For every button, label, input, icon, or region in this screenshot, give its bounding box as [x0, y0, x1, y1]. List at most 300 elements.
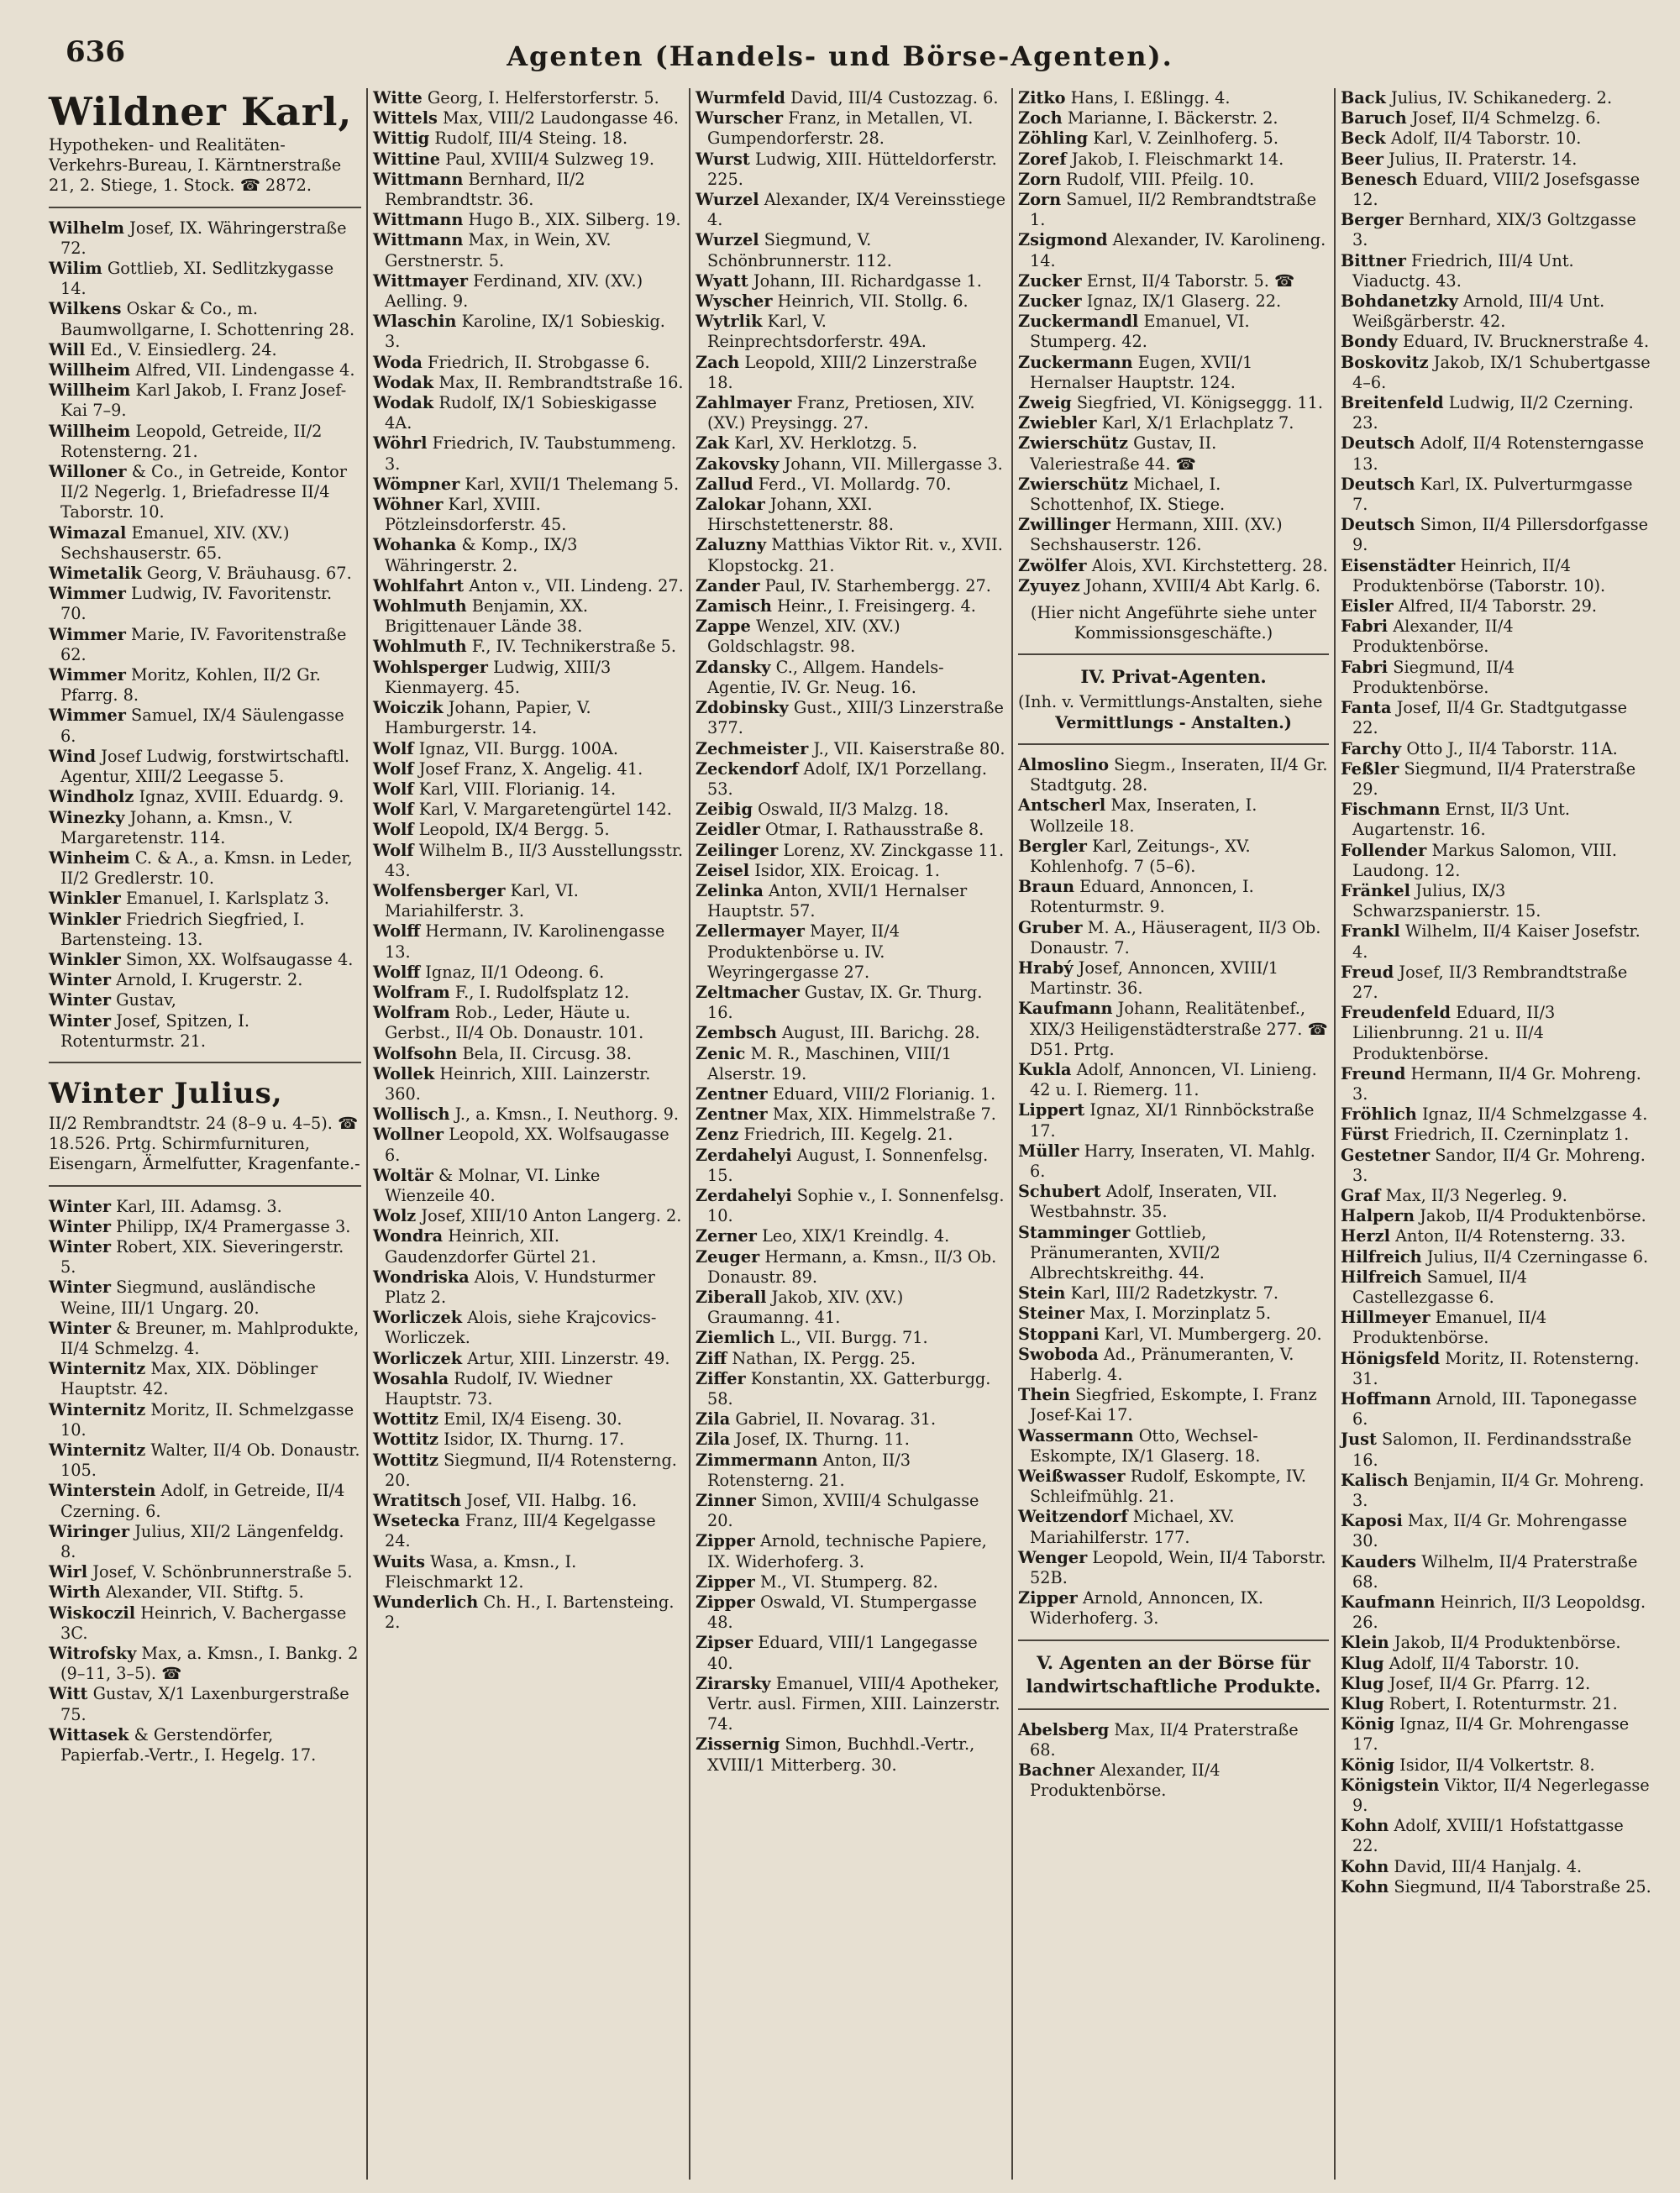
entry-name: Deutsch [1341, 515, 1415, 535]
entry-list [49, 218, 361, 1052]
entry-name: Kohn [1341, 1876, 1389, 1897]
entry-details: Ignaz, II/4 Schmelzgasse 4. [1421, 1104, 1648, 1125]
entry-name: Willheim [49, 380, 131, 401]
entry-name: Zoref [1018, 149, 1067, 169]
entry-details: Otmar, I. Rathausstraße 8. [765, 820, 984, 840]
entry-name: Kaufmann [1018, 999, 1113, 1019]
entry-details: Eduard, II/3 Lilienbrunng. 21 u. II/4 Produktenbörse. [1352, 1003, 1556, 1063]
directory-entry [373, 150, 684, 170]
directory-entry [373, 108, 684, 129]
entry-list [1341, 88, 1651, 1897]
entry-name: Zsigmond [1018, 230, 1108, 250]
directory-entry [373, 820, 684, 840]
entry-name: Zwiebler [1018, 413, 1097, 433]
entry-details: Karl, X/1 Erlachplatz 7. [1101, 413, 1294, 433]
entry-name: Zeuger [696, 1246, 760, 1267]
directory-entry [1341, 1267, 1651, 1308]
directory-entry [49, 564, 361, 584]
entry-details: Siegmund, ausländische Weine, III/1 Ungarg. 20. [60, 1278, 316, 1318]
directory-entry [1341, 1064, 1651, 1104]
entry-details: M., VI. Stumperg. 82. [759, 1571, 938, 1592]
directory-entry [373, 841, 684, 881]
entry-name: Zucker [1018, 291, 1082, 312]
entry-name: Winkler [49, 889, 121, 909]
entry-details: Walter, II/4 Ob. Donaustr. 105. [60, 1440, 360, 1481]
directory-entry [1341, 1511, 1651, 1551]
entry-details: & Gerstendörfer, Papierfab.-Vertr., I. Hegelg. 17. [60, 1724, 317, 1765]
entry-name: Winter [49, 970, 111, 990]
entry-name: Fischmann [1341, 800, 1441, 820]
directory-entry [1018, 999, 1329, 1060]
directory-entry [373, 1226, 684, 1267]
directory-entry [696, 1247, 1006, 1288]
entry-name: Zuckermandl [1018, 312, 1139, 332]
entry-details: Johann, XVIII/4 Abt Karlg. 6. [1084, 575, 1321, 595]
entry-details: Arnold, III/4 Unt. Weißgärberstr. 42. [1352, 291, 1605, 332]
entry-name: Wimmer [49, 624, 126, 644]
entry-details: Josef, II/4 Gr. Pfarrg. 12. [1389, 1673, 1591, 1693]
entry-details: Alexander, IX/4 Vereinsstiege 4. [707, 190, 1006, 230]
entry-details: Philipp, IX/4 Pramergasse 3. [116, 1216, 351, 1236]
entry-details: Leopold, XIII/2 Linzerstraße 18. [707, 352, 978, 392]
entry-name: Fränkel [1341, 880, 1410, 900]
entry-name: Beer [1341, 149, 1383, 169]
directory-entry [696, 271, 1006, 291]
entry-details: Heinrich, XIII. Lainzerstr. 360. [385, 1063, 651, 1104]
directory-entry [49, 462, 361, 523]
entry-details: Hermann, XIII. (XV.) Sechshauserstr. 126. [1030, 515, 1283, 555]
running-head: Agenten (Handels- und Börse-Agenten). [507, 40, 1173, 72]
directory-entry [49, 625, 361, 665]
entry-name: Wind [49, 746, 97, 766]
directory-entry [49, 1644, 361, 1684]
directory-entry [1341, 596, 1651, 616]
directory-entry [696, 108, 1006, 149]
directory-entry [373, 1409, 684, 1430]
entry-details: Johann, III. Richardgasse 1. [753, 270, 982, 291]
entry-details: Benjamin, II/4 Gr. Mohreng. 3. [1352, 1470, 1645, 1511]
entry-name: Wurscher [696, 108, 784, 129]
entry-details: Alois, V. Hundsturmer Platz 2. [385, 1267, 655, 1307]
directory-entry [1341, 251, 1651, 291]
directory-entry [696, 921, 1006, 983]
directory-entry [1341, 698, 1651, 738]
column-3 [689, 88, 1011, 2180]
directory-entry [1018, 1304, 1329, 1324]
entry-name: Wohanka [373, 535, 457, 555]
directory-entry [373, 576, 684, 596]
entry-name: Hilfreich [1341, 1246, 1422, 1267]
entry-details: Anton, XVII/1 Hernalser Hauptstr. 57. [707, 880, 968, 921]
entry-details: & Breuner, m. Mahlprodukte, II/4 Schmelzg. 4. [60, 1318, 360, 1358]
section-heading: V. Agenten an der Börse für landwirtschaftliche Produkte. [1026, 1651, 1321, 1697]
directory-entry [1341, 515, 1651, 555]
entry-details: Eduard, Annoncen, I. Rotenturmstr. 9. [1030, 877, 1254, 917]
entry-name: Steiner [1018, 1304, 1084, 1324]
entry-name: Zipper [696, 1531, 755, 1551]
directory-entry [696, 1023, 1006, 1043]
entry-details: Lorenz, XV. Zinckgasse 11. [783, 840, 1005, 860]
entry-name: Winter [49, 990, 111, 1010]
directory-entry [696, 454, 1006, 475]
entry-details: Siegfried, VI. Königseggg. 11. [1076, 393, 1324, 413]
entry-name: Deutsch [1341, 433, 1415, 454]
entry-details: Paul, IV. Starhembergg. 27. [764, 575, 991, 595]
entry-name: Wöhner [373, 495, 444, 515]
entry-name: Fürst [1341, 1125, 1389, 1145]
cross-reference-note: (Hier nicht Angeführte siehe unter Kommissionsgeschäfte.) [1030, 603, 1317, 643]
entry-name: Wottitz [373, 1409, 438, 1430]
entry-details: F., I. Rudolfsplatz 12. [454, 982, 630, 1002]
directory-entry [1018, 1466, 1329, 1507]
entry-details: Moritz, II. Schmelzgasse 10. [60, 1399, 354, 1440]
entry-name: Swoboda [1018, 1344, 1099, 1364]
entry-details: Georg, I. Helferstorferstr. 5. [427, 88, 659, 108]
directory-entry [696, 983, 1006, 1023]
entry-name: Baruch [1341, 108, 1407, 129]
column-4 [1011, 88, 1334, 2180]
directory-entry [1018, 1325, 1329, 1345]
entry-details: Jakob, I. Fleischmarkt 14. [1071, 149, 1284, 169]
entry-name: Winternitz [49, 1440, 146, 1460]
directory-entry [1018, 1720, 1329, 1760]
entry-details: Alfred, II/4 Taborstr. 29. [1398, 596, 1598, 616]
entry-name: Zeibig [696, 800, 753, 820]
entry-name: Fröhlich [1341, 1104, 1417, 1125]
directory-entry [49, 1319, 361, 1359]
entry-name: Almoslino [1018, 754, 1109, 774]
entry-details: Ferd., VI. Mollardg. 70. [758, 474, 952, 494]
entry-name: Zweig [1018, 393, 1072, 413]
directory-entry [696, 1430, 1006, 1450]
entry-name: Willheim [49, 421, 131, 441]
entry-name: Ziffer [696, 1368, 746, 1388]
entry-name: Klein [1341, 1633, 1389, 1653]
entry-details: Marie, IV. Favoritenstraße 62. [60, 624, 347, 664]
directory-entry [49, 1582, 361, 1603]
entry-name: Ziberall [696, 1287, 767, 1307]
directory-entry [1341, 1125, 1651, 1145]
directory-entry [1018, 1141, 1329, 1182]
entry-details: Julius, II/4 Czerningasse 6. [1426, 1246, 1649, 1267]
entry-name: Wurzel [696, 190, 759, 210]
directory-entry [1018, 433, 1329, 474]
entry-details: Ignaz, II/1 Odeong. 6. [425, 962, 605, 982]
directory-entry [373, 779, 684, 800]
directory-entry [696, 1531, 1006, 1571]
entry-name: Wohlfahrt [373, 575, 465, 595]
entry-name: Wolz [373, 1206, 417, 1226]
entry-details: Rob., Leder, Häute u. Gerbst., II/4 Ob. Donaustr. 101. [385, 1003, 644, 1043]
entry-details: Siegm., Inseraten, II/4 Gr. Stadtgutg. 28. [1030, 754, 1328, 795]
entry-name: Gruber [1018, 917, 1083, 937]
entry-name: Zwölfer [1018, 555, 1087, 575]
entry-name: Antscherl [1018, 795, 1106, 816]
entry-details: M. A., Häuseragent, II/3 Ob. Donaustr. 7. [1030, 917, 1321, 957]
column-1 [44, 88, 366, 2180]
entry-name: Eisenstädter [1341, 555, 1456, 575]
entry-details: Eduard, VIII/1 Langegasse 40. [707, 1633, 978, 1673]
directory-entry [1018, 1283, 1329, 1304]
entry-name: Zipser [696, 1633, 753, 1653]
entry-name: Zila [696, 1430, 731, 1450]
entry-name: Kaposi [1341, 1511, 1403, 1531]
entry-name: Benesch [1341, 169, 1418, 189]
entry-details: Siegfried, Eskompte, I. Franz Josef-Kai 17. [1030, 1385, 1317, 1425]
entry-details: Max, XIX. Himmelstraße 7. [772, 1104, 996, 1125]
directory-entry [696, 1491, 1006, 1531]
directory-entry [1018, 413, 1329, 433]
entry-name: König [1341, 1755, 1395, 1775]
entry-details: Viktor, II/4 Negerlegasse 9. [1352, 1775, 1650, 1816]
entry-name: Zoch [1018, 108, 1063, 129]
directory-entry [1018, 1385, 1329, 1425]
entry-name: Braun [1018, 877, 1074, 897]
entry-details: & Molnar, VI. Linke Wienzeile 40. [385, 1165, 601, 1205]
entry-name: Zirarsky [696, 1673, 771, 1693]
entry-name: Wolf [373, 779, 414, 799]
entry-details: Emanuel, VIII/4 Apotheker, Vertr. ausl. Firmen, XIII. Lainzerstr. 74. [707, 1673, 1000, 1734]
entry-details: Leopold, IX/4 Bergg. 5. [418, 820, 610, 840]
directory-entry [1018, 1548, 1329, 1588]
directory-entry [49, 1359, 361, 1399]
directory-entry [696, 616, 1006, 657]
directory-entry [1341, 332, 1651, 352]
entry-name: Kohn [1341, 1856, 1389, 1876]
directory-entry [1341, 1552, 1651, 1592]
column-2 [366, 88, 689, 2180]
directory-entry [373, 433, 684, 474]
entry-details: Moritz, Kohlen, II/2 Gr. Pfarrg. 8. [60, 665, 321, 706]
directory-entry [1341, 616, 1651, 657]
entry-name: Wodak [373, 372, 434, 392]
directory-entry [373, 170, 684, 210]
section-note: Vermittlungs - Anstalten.) [1055, 712, 1292, 732]
entry-name: Just [1341, 1430, 1377, 1450]
directory-entry [1341, 129, 1651, 149]
entry-name: Zembsch [696, 1023, 777, 1043]
entry-details: Max, in Wein, XV. Gerstnerstr. 5. [385, 230, 612, 270]
directory-entry [696, 759, 1006, 800]
entry-name: Zipper [696, 1592, 755, 1613]
directory-entry [1341, 963, 1651, 1003]
entry-details: Gustav, [116, 990, 176, 1010]
entry-name: Zdansky [696, 657, 771, 677]
entry-details: Hermann, II/4 Gr. Mohreng. 3. [1352, 1063, 1641, 1104]
directory-entry [1018, 1588, 1329, 1629]
featured-name: Winter Julius, [49, 1076, 283, 1110]
entry-name: Zdobinsky [696, 698, 789, 718]
entry-name: Bittner [1341, 250, 1406, 270]
entry-details: Markus Salomon, VIII. Laudong. 12. [1352, 840, 1618, 880]
entry-details: Karoline, IX/1 Sobieskig. 3. [385, 312, 665, 352]
directory-entry [373, 1430, 684, 1450]
directory-entry [373, 230, 684, 270]
directory-entry [373, 1451, 684, 1491]
entry-details: Anton, II/3 Rotensterng. 21. [707, 1450, 911, 1490]
entry-name: Fabri [1341, 657, 1389, 677]
directory-entry [696, 881, 1006, 921]
entry-name: Wittmann [373, 230, 464, 250]
entry-details: Bernhard, II/2 Rembrandtstr. 36. [385, 169, 585, 210]
entry-name: Winter [49, 1010, 111, 1031]
directory-entry [696, 535, 1006, 575]
directory-entry [1341, 759, 1651, 800]
directory-entry [49, 848, 361, 889]
entry-name: Bachner [1018, 1760, 1095, 1781]
directory-entry [1341, 170, 1651, 210]
directory-entry [49, 1725, 361, 1765]
entry-details: Ignaz, XVIII. Eduardg. 9. [139, 787, 344, 807]
directory-entry [1018, 108, 1329, 129]
entry-name: Wsetecka [373, 1511, 460, 1531]
directory-entry [1018, 393, 1329, 413]
entry-name: Kaufmann [1341, 1592, 1436, 1613]
entry-details: Simon, XX. Wolfsaugasse 4. [125, 949, 354, 969]
column-5 [1334, 88, 1656, 2180]
directory-entry [373, 1003, 684, 1043]
directory-entry [49, 1237, 361, 1278]
directory-entry [373, 1206, 684, 1226]
directory-entry [49, 1197, 361, 1217]
entry-name: Wilhelm [49, 218, 124, 238]
entry-details: Leopold, Getreide, II/2 Rotensterng. 21. [60, 421, 323, 461]
entry-list [696, 88, 1006, 1776]
directory-entry [1341, 1349, 1651, 1389]
entry-name: Wolfensberger [373, 880, 506, 900]
directory-entry [1341, 658, 1651, 698]
entry-details: Max, a. Kmsn., I. Bankg. 2 (9–11, 3–5). ☎ [60, 1644, 359, 1684]
entry-name: Wohlsperger [373, 657, 488, 677]
directory-entry [696, 1044, 1006, 1084]
entry-name: Wratitsch [373, 1491, 462, 1511]
directory-entry [1018, 170, 1329, 190]
entry-name: Zuckermann [1018, 352, 1133, 372]
directory-entry [696, 1592, 1006, 1633]
columns [44, 88, 1656, 2180]
entry-details: Gabriel, II. Novarag. 31. [735, 1409, 937, 1430]
entry-details: C., Allgem. Handels-Agentie, IV. Gr. Neug. 16. [707, 657, 944, 697]
directory-entry [1018, 918, 1329, 958]
entry-details: Alois, siehe Krajcovics-Worliczek. [385, 1308, 657, 1348]
directory-entry [373, 800, 684, 820]
directory-entry [49, 910, 361, 950]
directory-entry [49, 360, 361, 380]
entry-details: Harry, Inseraten, VI. Mahlg. 6. [1030, 1141, 1315, 1181]
entry-details: Leopold, XX. Wolfsaugasse 6. [385, 1125, 669, 1165]
entry-name: Winter [49, 1318, 111, 1338]
entry-details: Heinrich, II/4 Produktenbörse (Taborstr. 10). [1352, 555, 1606, 595]
directory-entry [49, 340, 361, 360]
entry-details: Josef, Annoncen, XVIII/1 Martinstr. 36. [1030, 957, 1278, 999]
directory-entry [1341, 556, 1651, 596]
entry-name: Wollek [373, 1063, 435, 1083]
entry-details: Heinrich, II/3 Leopoldsg. 26. [1352, 1592, 1646, 1633]
entry-details: Siegmund, II/4 Praterstraße 29. [1352, 758, 1636, 799]
entry-name: Eisler [1341, 596, 1394, 616]
entry-details: Alexander, II/4 Produktenbörse. [1352, 616, 1514, 657]
directory-entry [49, 1684, 361, 1724]
directory-entry [49, 422, 361, 462]
directory-entry [1341, 841, 1651, 881]
entry-name: Wyscher [696, 291, 773, 312]
directory-entry [1018, 190, 1329, 230]
directory-entry [49, 706, 361, 746]
entry-details: Max, Inseraten, I. Wollzeile 18. [1030, 795, 1257, 836]
entry-details: Max, VIII/2 Laudongasse 46. [443, 108, 679, 129]
entry-details: Rudolf, IX/1 Sobieskigasse 4A. [385, 393, 657, 433]
entry-name: Lippert [1018, 1100, 1085, 1120]
entry-details: Emanuel, VI. Stumperg. 42. [1030, 312, 1250, 352]
entry-name: Zaluzny [696, 535, 767, 555]
entry-details: Wilhelm B., II/3 Ausstellungsstr. 43. [385, 840, 684, 880]
entry-name: Zeisel [696, 860, 750, 880]
entry-details: Josef, V. Schönbrunnerstraße 5. [92, 1562, 353, 1582]
directory-entry [49, 1400, 361, 1440]
directory-entry [373, 759, 684, 779]
entry-name: Wolf [373, 758, 414, 779]
directory-entry [1018, 1223, 1329, 1284]
entry-details: Heinrich, V. Bachergasse 3C. [60, 1603, 347, 1643]
directory-entry [49, 990, 361, 1010]
entry-details: Ludwig, XIII/3 Kienmayerg. 45. [385, 657, 612, 697]
entry-details: Emil, IX/4 Eiseng. 30. [444, 1409, 622, 1430]
entry-name: Zentner [696, 1083, 768, 1104]
entry-details: Julius, II. Praterstr. 14. [1389, 149, 1578, 169]
directory-entry [49, 889, 361, 909]
directory-entry [49, 950, 361, 970]
entry-details: J., VII. Kaiserstraße 80. [813, 738, 1005, 758]
directory-entry [696, 1734, 1006, 1775]
entry-details: Alexander, VII. Stiftg. 5. [105, 1582, 304, 1603]
directory-entry [1341, 1186, 1651, 1206]
entry-name: Wohlmuth [373, 596, 467, 616]
directory-entry [1341, 108, 1651, 129]
entry-name: Wimmer [49, 665, 126, 685]
entry-details: Siegmund, II/4 Taborstraße 25. [1394, 1876, 1651, 1897]
directory-entry [696, 1409, 1006, 1430]
directory-entry [696, 88, 1006, 108]
entry-name: Fanta [1341, 698, 1392, 718]
entry-name: Zamisch [696, 596, 772, 616]
directory-entry [696, 861, 1006, 881]
entry-name: Berger [1341, 210, 1404, 230]
entry-details: Karl, XVII/1 Thelemang 5. [465, 474, 680, 494]
entry-details: Ignaz, II/4 Gr. Mohrengasse 17. [1352, 1714, 1630, 1755]
entry-details: Siegmund, II/4 Produktenbörse. [1352, 657, 1515, 697]
entry-details: Friedrich, III/4 Unt. Viaductg. 43. [1352, 250, 1574, 291]
entry-name: Wodak [373, 393, 434, 413]
entry-name: Witt [49, 1684, 88, 1704]
entry-details: J., a. Kmsn., I. Neuthorg. 9. [454, 1104, 679, 1125]
directory-entry [696, 820, 1006, 840]
entry-details: Samuel, II/4 Castellezgasse 6. [1352, 1267, 1528, 1307]
entry-details: & Co., in Getreide, Kontor II/2 Negerlg. 1, Briefadresse II/4 Taborstr. 10. [60, 462, 348, 522]
entry-name: Zelinka [696, 880, 764, 900]
directory-entry [373, 1552, 684, 1592]
directory-entry [1341, 1003, 1651, 1064]
entry-details: Ernst, II/4 Taborstr. 5. ☎ [1086, 270, 1295, 291]
directory-entry [1341, 475, 1651, 515]
entry-details: Eduard, IV. Brucknerstraße 4. [1403, 332, 1650, 352]
entry-list [49, 1197, 361, 1766]
directory-entry [1018, 515, 1329, 555]
directory-entry [373, 1369, 684, 1409]
entry-details: Otto, Wechsel-Eskompte, IX/1 Glaserg. 18. [1030, 1425, 1261, 1466]
directory-entry [1341, 1633, 1651, 1653]
divider [1018, 1708, 1329, 1710]
directory-entry [373, 495, 684, 535]
